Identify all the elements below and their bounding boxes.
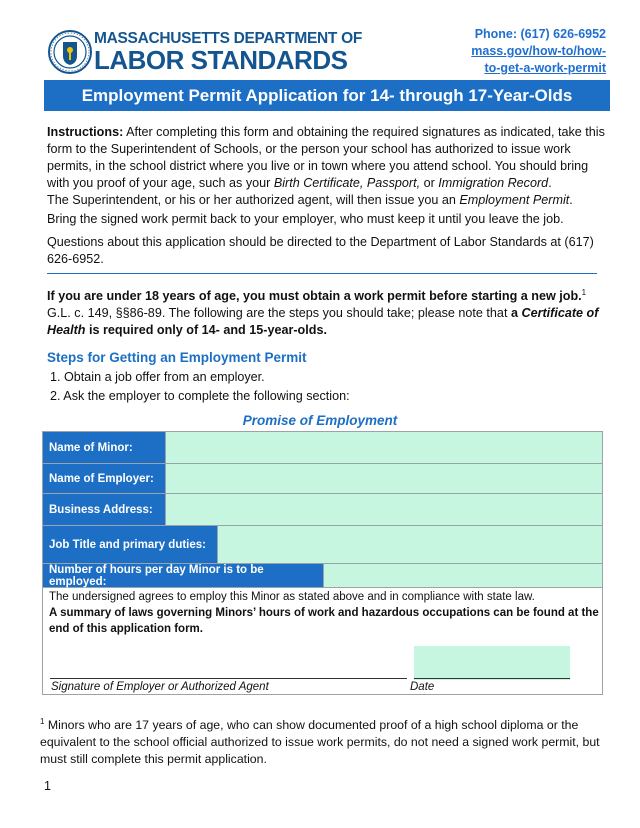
business-address-row xyxy=(43,493,602,525)
footnote xyxy=(40,713,610,768)
step-item: 1. Obtain a job offer from an employer. xyxy=(50,370,265,384)
questions-paragraph: Questions about this application should be directed to the Department of Labor Standards at (617) 626-6952. xyxy=(47,235,594,266)
job-title-field[interactable] xyxy=(217,526,602,563)
minor-name-row xyxy=(43,432,602,463)
steps-heading: Steps for Getting an Employment Permit xyxy=(47,350,307,365)
hours-label: Number of hours per day Minor is to be employed: xyxy=(43,564,323,587)
notice-bold-b: is required only of 14- and 15-year-olds. xyxy=(85,323,327,338)
divider-line xyxy=(47,273,597,274)
page-header xyxy=(44,26,610,78)
employer-name-row xyxy=(43,463,602,493)
instructions-superintendent-text: The Superintendent, or his or her authorized agent, will then issue you an xyxy=(47,193,460,207)
form-title: Employment Permit Application for 14- through 17-Year-Olds xyxy=(44,80,610,111)
footnote-text: Minors who are 17 years of age, who can show documented proof of a high school diploma or the equivalent to the school official authorized to issue work permits, do not need a signed work permit, but must still complete this permit application. xyxy=(40,718,600,767)
certificate-of-health: Certificate of Health xyxy=(47,306,599,338)
signature-label: Signature of Employer or Authorized Agent xyxy=(51,681,269,693)
notice-bold: If you are under 18 years of age, you must obtain a work permit before starting a new job. xyxy=(47,289,582,304)
business-address-field[interactable] xyxy=(165,494,602,525)
instructions-period: . xyxy=(548,176,552,190)
website-link-line1[interactable]: mass.gov/how-to/how- xyxy=(471,44,606,58)
hours-field[interactable] xyxy=(323,564,602,587)
laws-summary-note: A summary of laws governing Minors’ hours of work and hazardous occupations can be found at the end of this application form. xyxy=(49,607,599,635)
notice-text: G.L. c. 149, §§86-89. The following are the steps you should take; please note that xyxy=(47,306,511,321)
instructions-text: After completing this form and obtaining the required signatures as indicated, take this form to the Superintendent of Schools, or the person your school has authorized to issue work permits, in the school district where you live or in town where you attend school. You should bring with you proof of your age, such as your xyxy=(47,125,605,190)
promise-of-employment-form xyxy=(42,431,603,695)
step-item: 2. Ask the employer to complete the following section: xyxy=(50,389,350,403)
footnote-ref: 1 xyxy=(581,288,587,297)
employer-name-label: Name of Employer: xyxy=(43,464,165,493)
phone-number: Phone: (617) 626-6952 xyxy=(474,27,606,41)
return-permit-paragraph: Bring the signed work permit back to your employer, who must keep it until you leave the job. xyxy=(47,212,564,226)
agency-line1: MASSACHUSETTS DEPARTMENT OF xyxy=(94,30,363,47)
notice-paragraph xyxy=(47,284,607,339)
signature-line[interactable] xyxy=(50,678,407,679)
minor-name-label: Name of Minor: xyxy=(43,432,165,463)
agency-name xyxy=(94,30,362,74)
date-field[interactable] xyxy=(414,646,570,680)
agreement-text xyxy=(49,589,599,637)
agreement-statement: The undersigned agrees to employ this Minor as stated above and in compliance with state law. xyxy=(49,591,535,603)
minor-name-field[interactable] xyxy=(165,432,602,463)
instructions-text-or: or xyxy=(420,176,439,190)
date-line xyxy=(414,678,570,679)
footnote-mark: 1 xyxy=(40,717,45,726)
hours-row xyxy=(43,563,602,588)
instructions-lead: Instructions: xyxy=(47,125,124,139)
website-link-line2[interactable]: to-get-a-work-permit xyxy=(484,61,606,75)
instructions-doc-list: Birth Certificate, Passport, xyxy=(273,176,421,190)
agency-line2: LABOR STANDARDS xyxy=(94,45,348,75)
employer-name-field[interactable] xyxy=(165,464,602,493)
notice-bold-a: a xyxy=(510,306,522,321)
promise-title: Promise of Employment xyxy=(242,413,398,428)
instructions-employment-permit: Employment Permit xyxy=(459,193,570,207)
business-address-label: Business Address: xyxy=(43,494,165,525)
page-number: 1 xyxy=(44,779,51,793)
job-title-row xyxy=(43,525,602,563)
contact-info xyxy=(471,26,606,77)
instructions-period-2: . xyxy=(569,193,573,207)
instructions-immigration-record: Immigration Record xyxy=(438,176,549,190)
instructions-paragraph xyxy=(47,124,607,209)
job-title-label: Job Title and primary duties: xyxy=(43,526,217,563)
date-label: Date xyxy=(410,681,435,693)
massachusetts-seal-icon xyxy=(48,30,92,74)
steps-list xyxy=(50,368,350,406)
